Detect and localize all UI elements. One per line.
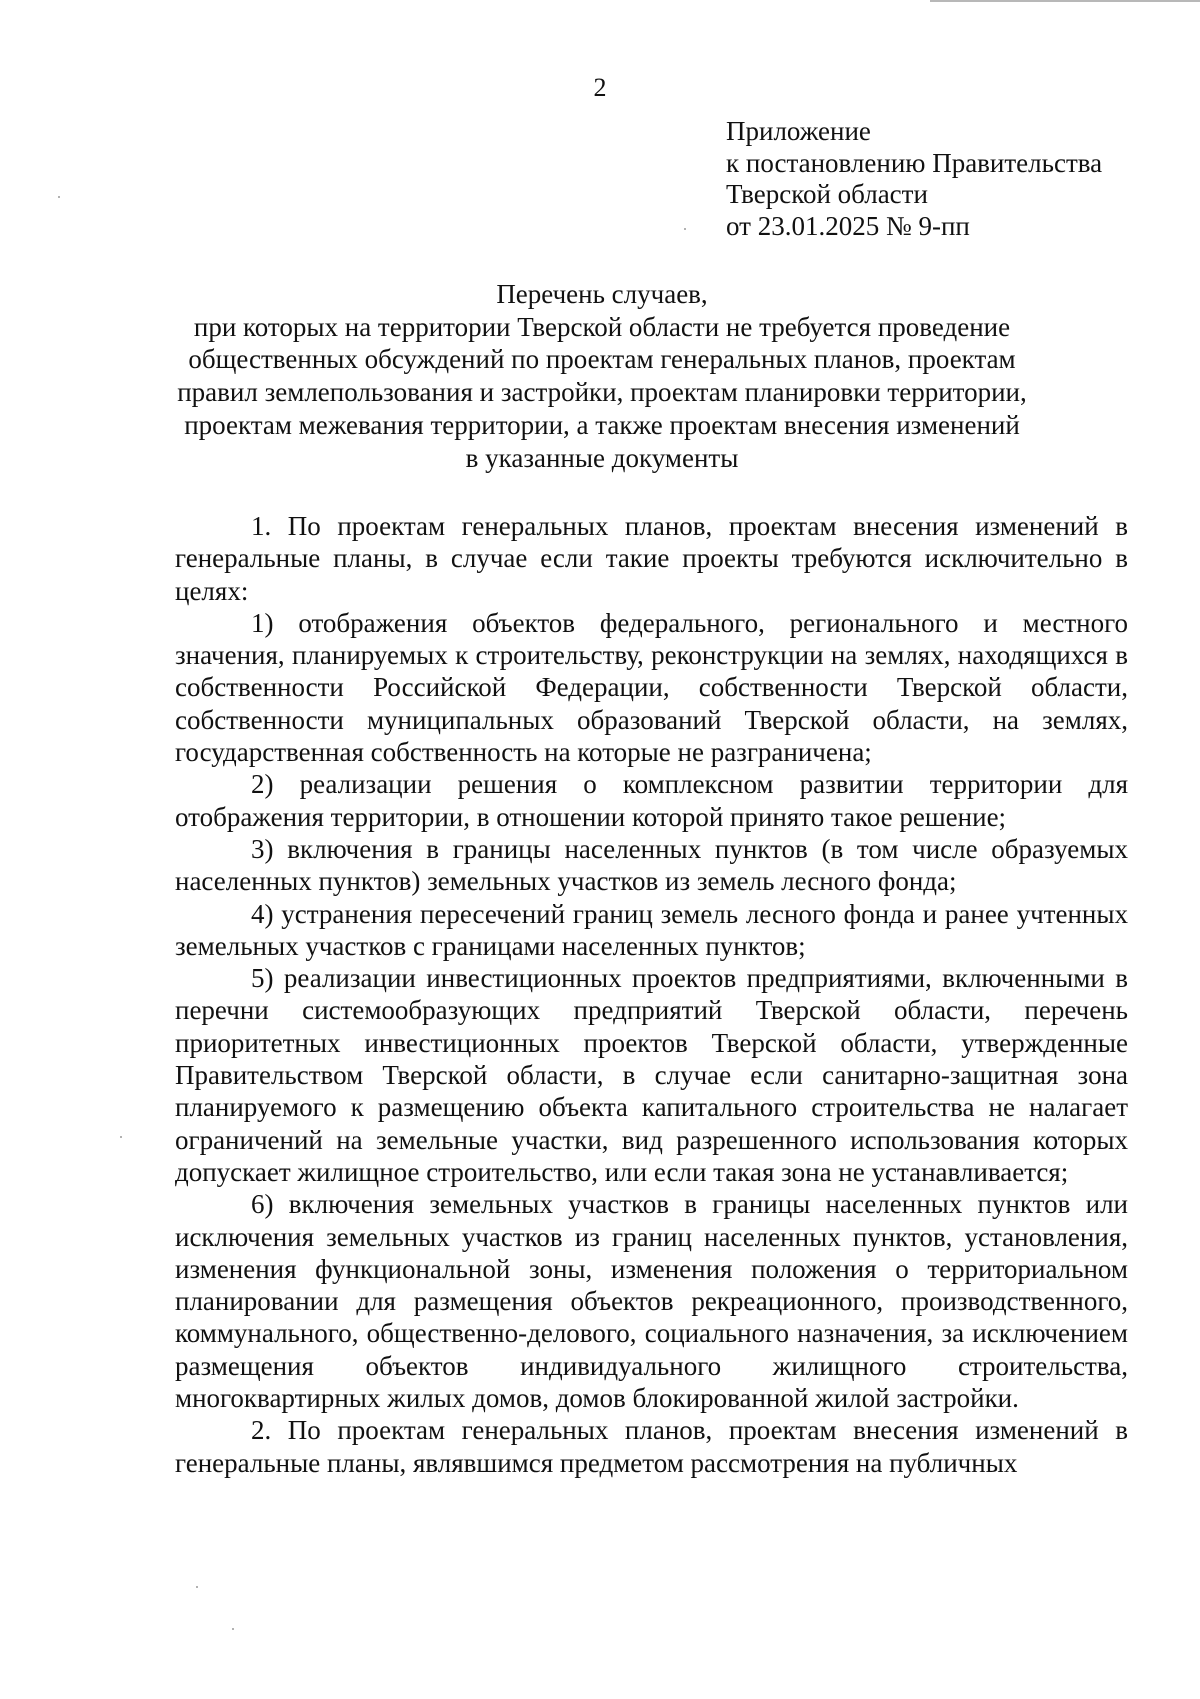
title-line-1: Перечень случаев, xyxy=(496,279,708,309)
paragraph-1-item-4: 4) устранения пересечений границ земель лесного фонда и ранее учтенных земельных участков с границами населенных пунктов; xyxy=(175,898,1128,961)
title-line-3: общественных обсуждений по проектам генеральных планов, проектам xyxy=(188,344,1016,375)
document-body xyxy=(175,510,1128,1479)
paragraph-1-item-3: 3) включения в границы населенных пунктов (в том числе образуемых населенных пунктов) земельных участков из земель лесного фонда; xyxy=(175,833,1128,897)
appendix-line-1: Приложение xyxy=(726,116,871,146)
scan-speck xyxy=(120,1136,122,1138)
scan-speck xyxy=(58,196,60,198)
appendix-block xyxy=(726,116,1102,242)
paragraph-1-item-5: 5) реализации инвестиционных проектов предприятиями, включенными в перечни системообразующих предприятий Тверской области, перечень приоритетных инвестиционных проектов Тверской области, утвержденные Правительством Тверской области, в случае если санитарно-защитная зона планируемого к размещению объекта капитального строительства не налагает ограничений на земельные участки, вид разрешенного использования которых допускает жилищное строительство, или если такая зона не устанавливается; xyxy=(175,963,1128,1187)
scan-speck xyxy=(232,1628,234,1630)
scan-speck xyxy=(684,228,686,230)
title-line-4: правил землепользования и застройки, проектам планировки территории, xyxy=(177,377,1027,408)
document-title xyxy=(150,278,1054,474)
appendix-line-3: Тверской области xyxy=(726,179,928,209)
scan-speck xyxy=(196,1586,198,1588)
paragraph-1-item-6: 6) включения земельных участков в границы населенных пунктов или исключения земельных участков из границ населенных пунктов, установления, изменения функциональной зоны, изменения положения о территориальном планировании для размещения объектов рекреационного, производственного, коммунального, общественно-делового, социального назначения, за исключением размещения объектов индивидуального жилищного строительства, многоквартирных жилых домов, домов блокированной жилой застройки. xyxy=(175,1189,1128,1414)
scan-edge-mark xyxy=(930,0,1200,2)
title-line-6: в указанные документы xyxy=(465,442,739,473)
title-line-5: проектам межевания территории, а также проектам внесения изменений xyxy=(184,409,1020,440)
appendix-line-2: к постановлению Правительства xyxy=(726,147,1103,178)
paragraph-1: 1. По проектам генеральных планов, проектам внесения изменений в генеральные планы, в случае если такие проекты требуются исключительно в целях: xyxy=(175,511,1128,606)
page-number: 2 xyxy=(593,73,607,102)
paragraph-1-item-1: 1) отображения объектов федерального, регионального и местного значения, планируемых к строительству, реконструкции на землях, находящихся в собственности Российской Федерации, собственности Тверской области, собственности муниципальных образований Тверской области, на землях, государственная собственность на которые не разграничена; xyxy=(175,607,1128,768)
title-line-2: при которых на территории Тверской области не требуется проведение xyxy=(193,311,1011,342)
appendix-line-4: от 23.01.2025 № 9-пп xyxy=(726,210,970,241)
paragraph-1-item-2: 2) реализации решения о комплексном развитии территории для отображения территории, в отношении которой принято такое решение; xyxy=(175,769,1128,832)
paragraph-2: 2. По проектам генеральных планов, проектам внесения изменений в генеральные планы, являвшимся предметом рассмотрения на публичных xyxy=(175,1415,1128,1478)
